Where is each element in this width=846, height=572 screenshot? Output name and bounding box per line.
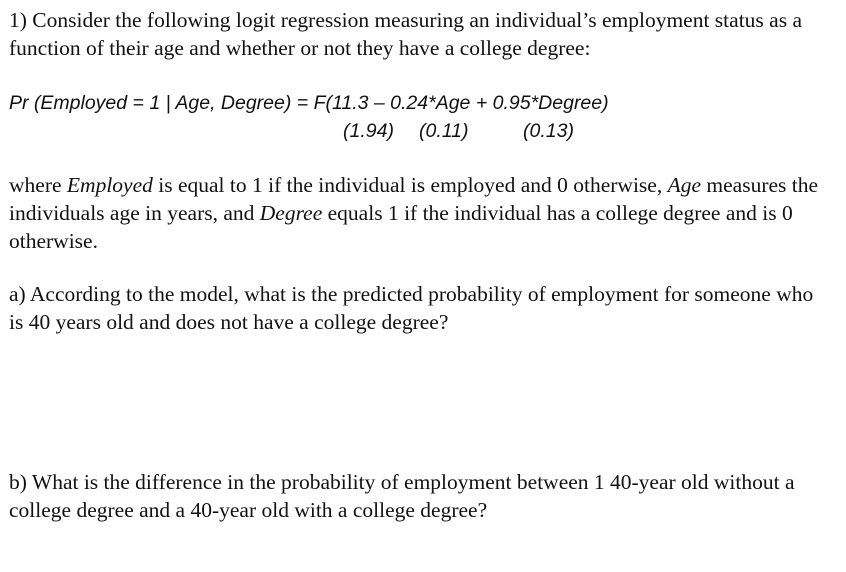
definition-text: is equal to 1 if the individual is employed and 0 otherwise, <box>152 173 668 197</box>
standard-error-intercept: (1.94) <box>343 120 394 142</box>
definition-text: measures the individuals age in years, and <box>9 173 819 225</box>
variable-employed: Employed <box>66 173 153 197</box>
definition-text: where <box>9 173 67 197</box>
question-part-b: b) What is the difference in the probability of employment between 1 40-year old without a college degree and a 40-year old with a college degree? <box>9 470 795 522</box>
standard-error-age: (0.11) <box>419 120 469 142</box>
model-equation: Pr (Employed = 1 | Age, Degree) = F(11.3 – 0.24*Age + 0.95*Degree) <box>9 92 609 114</box>
variable-definitions <box>9 171 829 255</box>
standard-error-degree: (0.13) <box>523 120 574 142</box>
question-intro: 1) Consider the following logit regression measuring an individual’s employment status as a function of their age and whether or not they have a college degree: <box>9 8 802 60</box>
variable-degree: Degree <box>259 201 323 225</box>
standard-errors <box>9 118 829 144</box>
definition-text: equals 1 if the individual has a college degree and is 0 otherwise. <box>9 201 793 253</box>
variable-age: Age <box>667 173 702 197</box>
question-part-a: a) According to the model, what is the predicted probability of employment for someone who is 40 years old and does not have a college degree? <box>9 282 814 334</box>
